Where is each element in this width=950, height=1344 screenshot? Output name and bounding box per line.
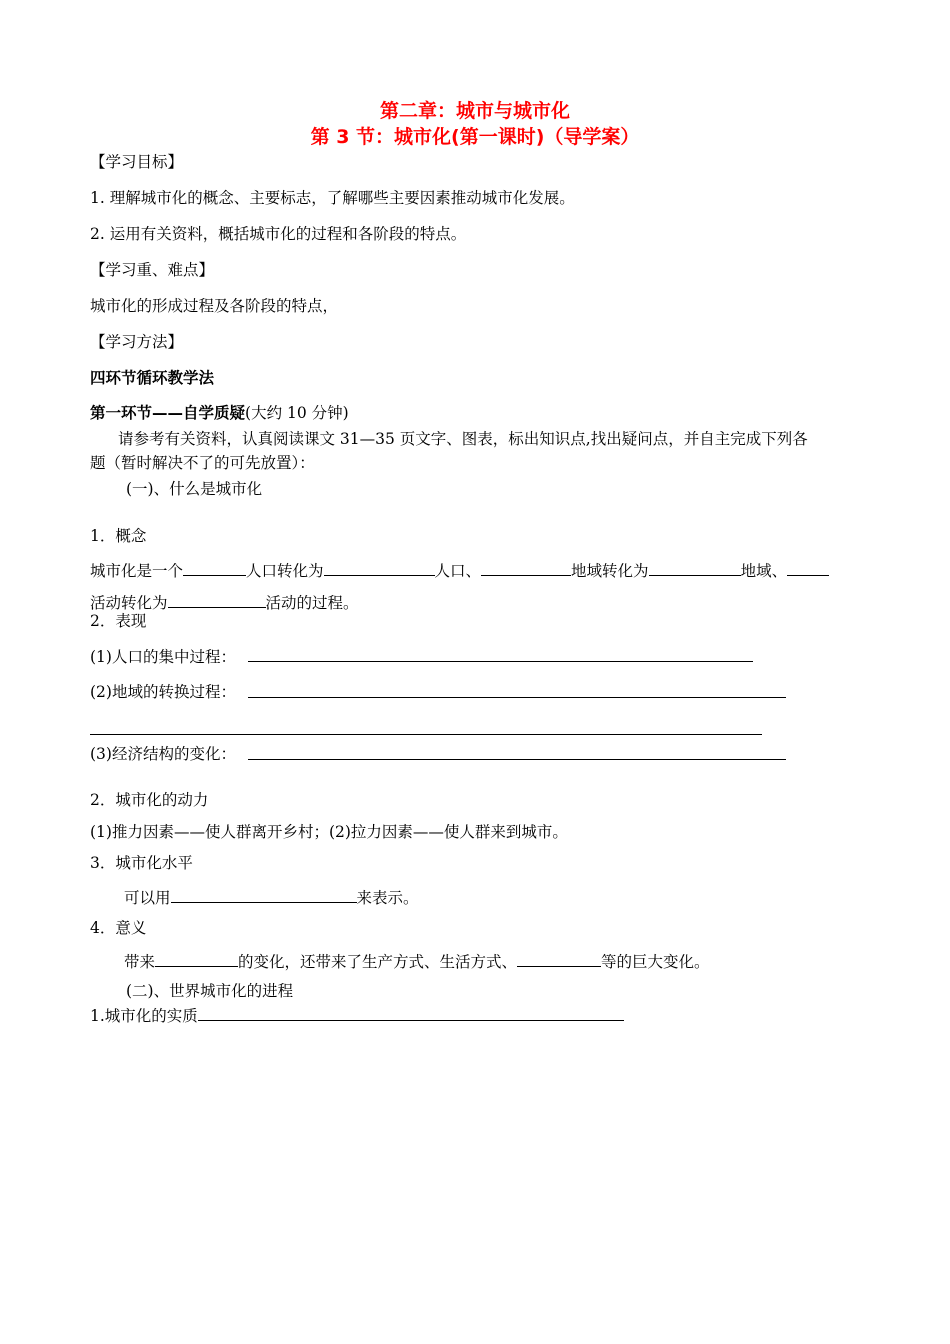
stage1-instruction-1: 请参考有关资料，认真阅读课文 31—35 页文字、图表，标出知识点,找出疑问点，并自主完成下列各	[118, 430, 808, 448]
performance-heading: 2．表现	[90, 612, 147, 630]
stage1-heading-bold: 第一环节——自学质疑	[90, 404, 246, 422]
performance-item-3: (3)经济结构的变化：	[90, 745, 236, 763]
level-text-2: 来表示。	[356, 889, 419, 907]
concept-blank-2[interactable]	[324, 559, 435, 576]
significance-text-3: 等的巨大变化。	[601, 953, 710, 971]
concept-heading: 1．概念	[90, 527, 147, 545]
stage1-heading	[90, 403, 349, 423]
section1-heading: (一)、什么是城市化	[126, 480, 263, 498]
concept-text-5: 地域、	[740, 562, 788, 580]
significance-text-2: 的变化，还带来了生产方式、生活方式、	[238, 953, 518, 971]
concept-blank-3[interactable]	[481, 559, 571, 576]
significance-sentence	[124, 950, 710, 972]
concept-sentence-1	[90, 559, 829, 581]
objective-item-1: 1. 理解城市化的概念、主要标志，了解哪些主要因素推动城市化发展。	[90, 189, 575, 207]
performance-blank-3[interactable]	[248, 759, 786, 760]
concept-text-4: 地域转化为	[571, 562, 649, 580]
concept-blank-1[interactable]	[183, 559, 246, 576]
level-text-1: 可以用	[124, 889, 171, 907]
significance-blank-2[interactable]	[517, 950, 601, 967]
chapter-title: 第二章：城市与城市化	[379, 100, 570, 122]
performance-item-1: (1)人口的集中过程：	[90, 648, 236, 666]
performance-blank-1[interactable]	[248, 661, 753, 662]
dynamics-text: (1)推力因素——使人群离开乡村；(2)拉力因素——使人群来到城市。	[90, 823, 568, 841]
concept-text-3: 人口、	[434, 562, 482, 580]
objectives-heading: 【学习目标】	[90, 153, 184, 171]
level-sentence	[124, 886, 419, 908]
performance-item-2: (2)地域的转换过程：	[90, 683, 236, 701]
key-points-heading: 【学习重、难点】	[90, 261, 215, 279]
objective-item-2: 2. 运用有关资料，概括城市化的过程和各阶段的特点。	[90, 225, 467, 243]
concept-blank-6[interactable]	[168, 591, 266, 608]
concept-blank-5[interactable]	[787, 559, 829, 576]
significance-blank-1[interactable]	[155, 950, 238, 967]
level-heading: 3．城市化水平	[90, 854, 193, 872]
significance-text-1: 带来	[124, 953, 156, 971]
concept-text-2: 人口转化为	[246, 562, 324, 580]
key-points-text: 城市化的形成过程及各阶段的特点，	[90, 297, 339, 315]
section2-item-1-blank[interactable]	[198, 1004, 624, 1021]
concept-text-6: 活动转化为	[90, 594, 168, 612]
section2-item-1-text: 1.城市化的实质	[90, 1007, 198, 1025]
significance-heading: 4．意义	[90, 919, 147, 937]
concept-sentence-2	[90, 591, 359, 613]
section2-item-1	[90, 1004, 624, 1026]
performance-blank-2-continued[interactable]	[90, 734, 762, 735]
stage1-instruction-2: 题（暂时解决不了的可先放置）：	[90, 454, 315, 472]
stage1-heading-note: (大约 10 分钟)	[245, 404, 349, 422]
section2-heading: (二)、世界城市化的进程	[126, 982, 294, 1000]
section-title: 第 3 节：城市化(第一课时)（导学案）	[310, 126, 640, 148]
method-heading: 【学习方法】	[90, 333, 184, 351]
dynamics-heading: 2．城市化的动力	[90, 791, 209, 809]
concept-blank-4[interactable]	[649, 559, 741, 576]
concept-text-7: 活动的过程。	[265, 594, 359, 612]
concept-text-1: 城市化是一个	[90, 562, 184, 580]
level-blank[interactable]	[171, 886, 357, 903]
performance-blank-2[interactable]	[248, 697, 786, 698]
method-name: 四环节循环教学法	[90, 369, 215, 387]
